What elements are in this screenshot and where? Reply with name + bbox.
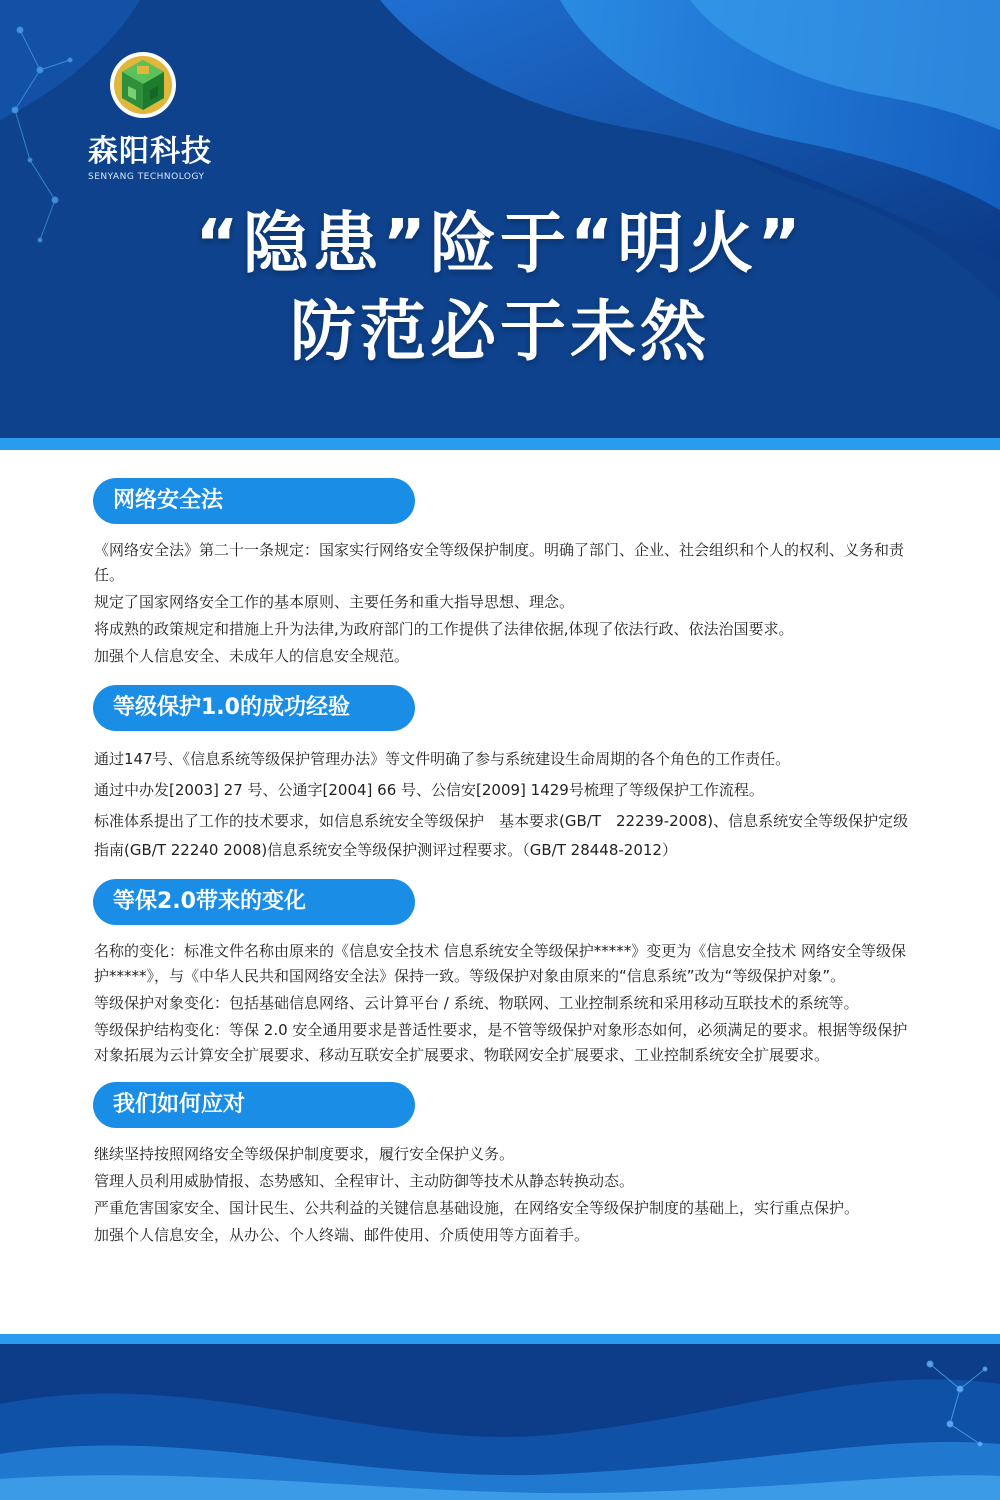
paragraph: 规定了国家网络安全工作的基本原则、主要任务和重大指导思想、理念。	[94, 593, 575, 611]
paragraph: 等级保护结构变化：等保 2.0 安全通用要求是普适性要求，是不管等级保护对象形态如何，必须满足的要求。根据等级保护对象拓展为云计算安全扩展要求、移动互联安全扩展要求、物联网安全扩展要求、工业控制系统安全扩展要求。	[94, 1021, 908, 1064]
section-cybersecurity-law	[0, 478, 1000, 669]
paragraph: 加强个人信息安全、未成年人的信息安全规范。	[94, 647, 410, 665]
paragraph: 《网络安全法》第二十一条规定：国家实行网络安全等级保护制度。明确了部门、企业、社会组织和个人的权利、义务和责任。	[94, 541, 905, 584]
section-heading: 网络安全法	[93, 478, 415, 524]
section-heading: 等级保护1.0的成功经验	[93, 685, 415, 731]
paragraph: 管理人员利用威胁情报、态势感知、全程审计、主动防御等技术从静态转换动态。	[94, 1172, 635, 1190]
header-divider	[0, 438, 1000, 450]
title-line-2: 防范必于未然	[290, 293, 710, 370]
paragraph: 通过147号、《信息系统等级保护管理办法》等文件明确了参与系统建设生命周期的各个角色的工作责任。	[94, 750, 791, 768]
main-title	[0, 200, 1000, 376]
content-area	[0, 470, 1000, 1250]
paragraph: 等级保护对象变化：包括基础信息网络、云计算平台 / 系统、物联网、工业控制系统和采用移动互联技术的系统等。	[94, 994, 859, 1012]
paragraph: 标准体系提出了工作的技术要求，如信息系统安全等级保护 基本要求(GB/T 22239-2008)、信息系统安全等级保护定级指南(GB/T 22240 2008)信息系统安全等级保护测评过程要求。（GB/T 28448-2012）	[94, 812, 909, 859]
paragraph: 继续坚持按照网络安全等级保护制度要求，履行安全保护义务。	[94, 1145, 515, 1163]
section-heading: 等保2.0带来的变化	[93, 879, 415, 925]
title-line-1: “隐患”险于“明火”	[195, 205, 805, 282]
footer-banner	[0, 1344, 1000, 1500]
header-banner	[0, 0, 1000, 438]
section-body	[94, 538, 912, 669]
section-response	[0, 1082, 1000, 1248]
footer-divider	[0, 1334, 1000, 1344]
paragraph: 通过中办发[2003] 27 号、公通字[2004] 66 号、公信安[2009] 1429号梳理了等级保护工作流程。	[94, 781, 764, 799]
section-body	[94, 1142, 912, 1248]
section-heading: 我们如何应对	[93, 1082, 415, 1128]
section-body	[94, 745, 912, 865]
company-logo	[88, 50, 212, 182]
paragraph: 严重危害国家安全、国计民生、公共利益的关键信息基础设施，在网络安全等级保护制度的基础上，实行重点保护。	[94, 1199, 860, 1217]
section-level-protection-2	[0, 879, 1000, 1068]
paragraph: 名称的变化：标准文件名称由原来的《信息安全技术 信息系统安全等级保护*****》变更为《信息安全技术 网络安全等级保护*****》，与《中华人民共和国网络安全法》保持一致。等级保护对象由原来的“信息系统”改为“等级保护对象”。	[94, 942, 907, 985]
section-level-protection-1	[0, 685, 1000, 865]
paragraph: 将成熟的政策规定和措施上升为法律,为政府部门的工作提供了法律依据,体现了依法行政、依法治国要求。	[94, 620, 794, 638]
footer-wave-background	[0, 1344, 1000, 1500]
logo-emblem-icon	[108, 50, 178, 120]
company-name-en: SENYANG TECHNOLOGY	[88, 172, 205, 182]
paragraph: 加强个人信息安全，从办公、个人终端、邮件使用、介质使用等方面着手。	[94, 1226, 590, 1244]
company-name-cn: 森阳科技	[88, 134, 212, 169]
section-body	[94, 939, 912, 1068]
